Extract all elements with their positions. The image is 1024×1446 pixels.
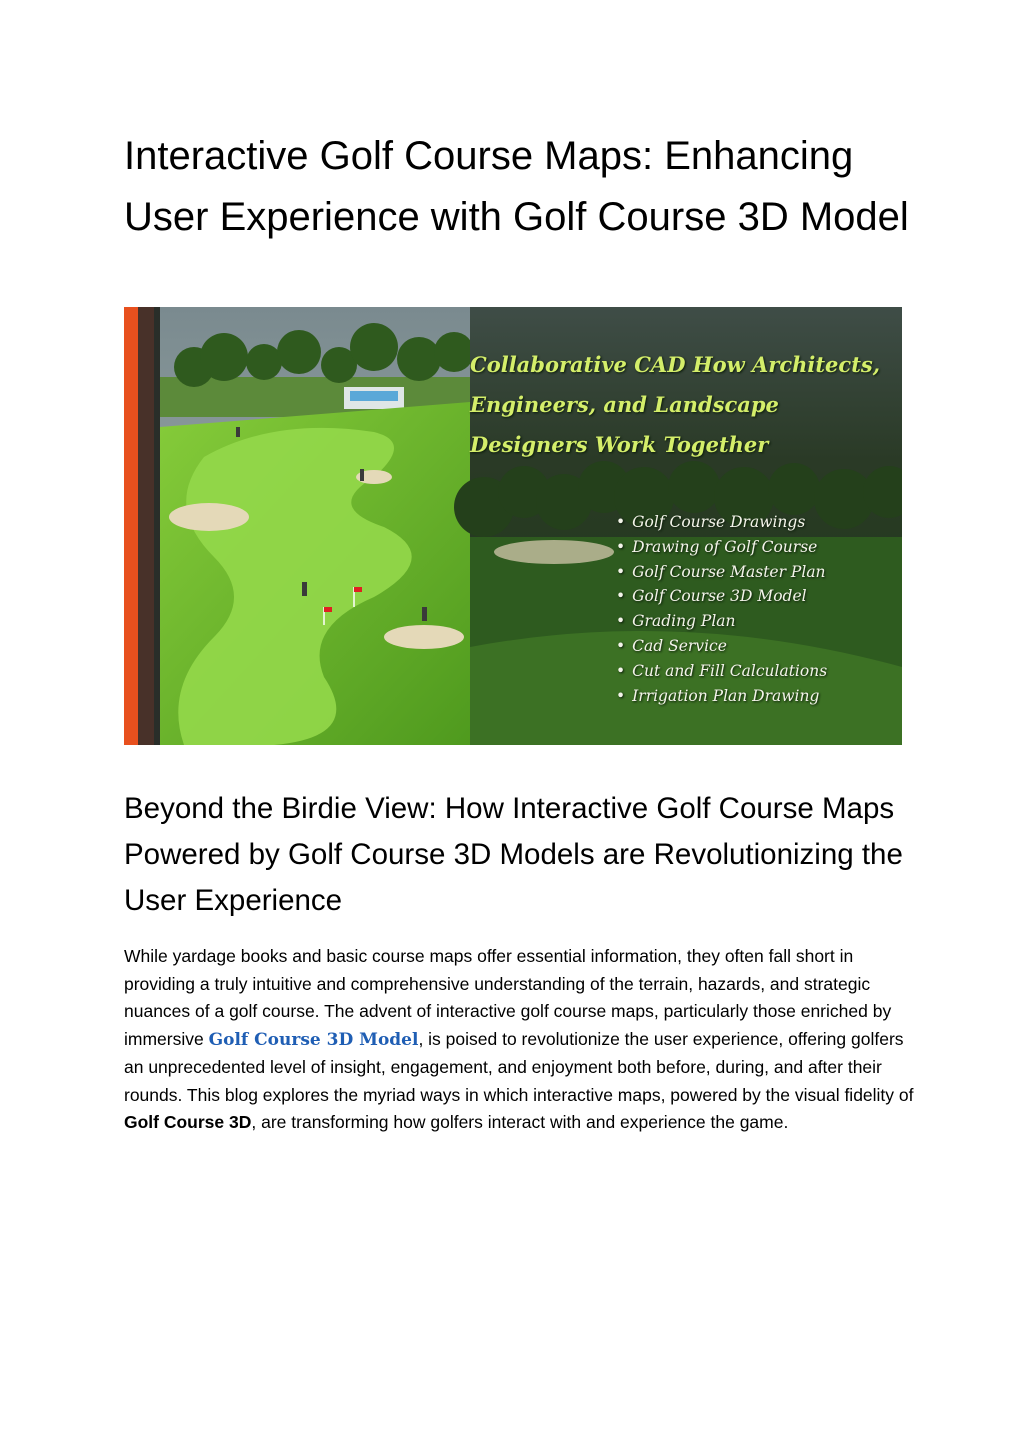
banner-headline	[470, 345, 900, 465]
page-title: Interactive Golf Course Maps: Enhancing User Experience with Golf Course 3D Model	[124, 134, 909, 239]
service-item: • Irrigation Plan Drawing	[616, 684, 827, 709]
service-item: • Golf Course 3D Model	[616, 584, 827, 609]
banner-headline-line: Engineers, and Landscape	[470, 392, 779, 417]
banner-headline-line: Designers Work Together	[470, 432, 769, 457]
paragraph-text: While yardage books and basic course maps offer essential information, they often fall short in providing a truly intuitive and comprehensive understanding of the terrain, hazards, and strategic nuances of a golf course. The advent of interactive golf course maps, particularly those enriched by immersive	[124, 946, 892, 1049]
hero-banner-image	[124, 307, 902, 745]
paragraph-text: , is poised to revolutionize the user experience, offering golfers an unprecedented level of insight, engagement, and enjoyment both before, during, and after their rounds. This blog explores the myriad ways in which interactive maps, powered by the visual fidelity of	[124, 1028, 914, 1105]
paragraph-text: , are transforming how golfers interact with and experience the game.	[251, 1112, 789, 1132]
golf-course-3d-model-link[interactable]: Golf Course 3D Model	[208, 1029, 419, 1050]
banner-headline-line: Collaborative CAD How Architects,	[470, 352, 881, 377]
services-list	[616, 510, 827, 708]
section-heading: Beyond the Birdie View: How Interactive Golf Course Maps Powered by Golf Course 3D Models are Revolutionizing the User Experience	[124, 792, 903, 917]
service-item: • Golf Course Master Plan	[616, 560, 827, 585]
service-item: • Drawing of Golf Course	[616, 535, 827, 560]
service-item: • Grading Plan	[616, 609, 827, 634]
bold-phrase: Golf Course 3D	[124, 1112, 252, 1132]
service-item: • Golf Course Drawings	[616, 510, 827, 535]
body-paragraph	[124, 943, 914, 1137]
service-item: • Cut and Fill Calculations	[616, 659, 827, 684]
service-item: • Cad Service	[616, 634, 827, 659]
